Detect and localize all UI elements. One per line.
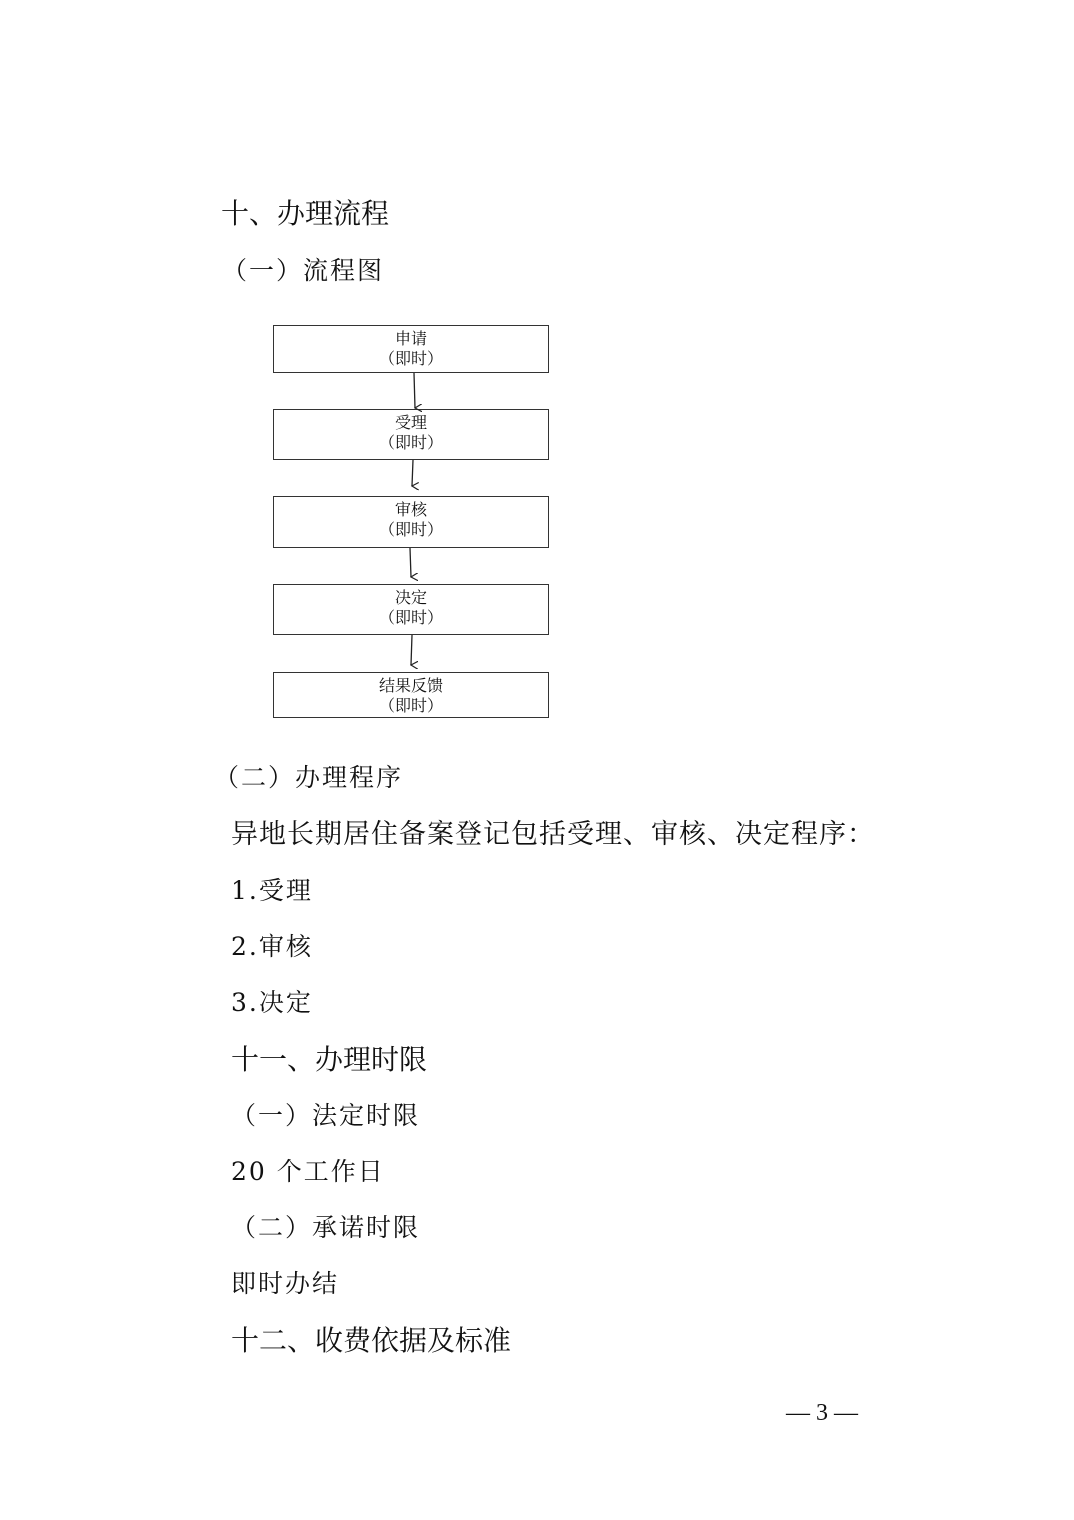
flow-step-time: （即时） <box>378 608 443 627</box>
procedure-item-3: 3.决定 <box>231 988 313 1017</box>
page-number: — 3 — <box>786 1400 858 1426</box>
promise-limit-value: 即时办结 <box>231 1269 340 1298</box>
flow-step-time: （即时） <box>378 520 443 539</box>
flow-arrow <box>412 460 413 486</box>
flow-step-title: 决定 <box>394 588 427 607</box>
flow-step-time: （即时） <box>378 349 443 368</box>
legal-limit-subheading: （一）法定时限 <box>231 1101 421 1130</box>
flow-step-title: 受理 <box>394 413 427 432</box>
flow-arrow <box>410 548 411 577</box>
flow-arrow <box>411 635 412 665</box>
flow-step-title: 申请 <box>394 329 427 348</box>
procedure-subheading: （二）办理程序 <box>214 763 404 792</box>
section-10-heading: 十、办理流程 <box>221 197 390 230</box>
promise-limit-subheading: （二）承诺时限 <box>231 1213 421 1242</box>
flow-step-title: 结果反馈 <box>378 676 443 695</box>
flow-step-accept <box>273 409 549 460</box>
flow-step-decide <box>273 584 549 635</box>
procedure-item-1: 1.受理 <box>231 876 313 905</box>
procedure-item-2: 2.审核 <box>231 932 313 961</box>
flow-step-apply <box>273 325 549 373</box>
section-12-heading: 十二、收费依据及标准 <box>231 1324 512 1357</box>
flow-step-time: （即时） <box>378 696 443 715</box>
flowchart-subheading: （一）流程图 <box>222 256 385 285</box>
flow-step-feedback <box>273 672 549 718</box>
flow-step-title: 审核 <box>394 500 427 519</box>
flow-step-time: （即时） <box>378 433 443 452</box>
legal-limit-value: 20 个工作日 <box>231 1157 385 1186</box>
section-11-heading: 十一、办理时限 <box>231 1043 428 1076</box>
flow-arrow <box>414 373 415 408</box>
procedure-lead: 异地长期居住备案登记包括受理、审核、决定程序： <box>231 819 875 850</box>
flow-step-review <box>273 496 549 548</box>
